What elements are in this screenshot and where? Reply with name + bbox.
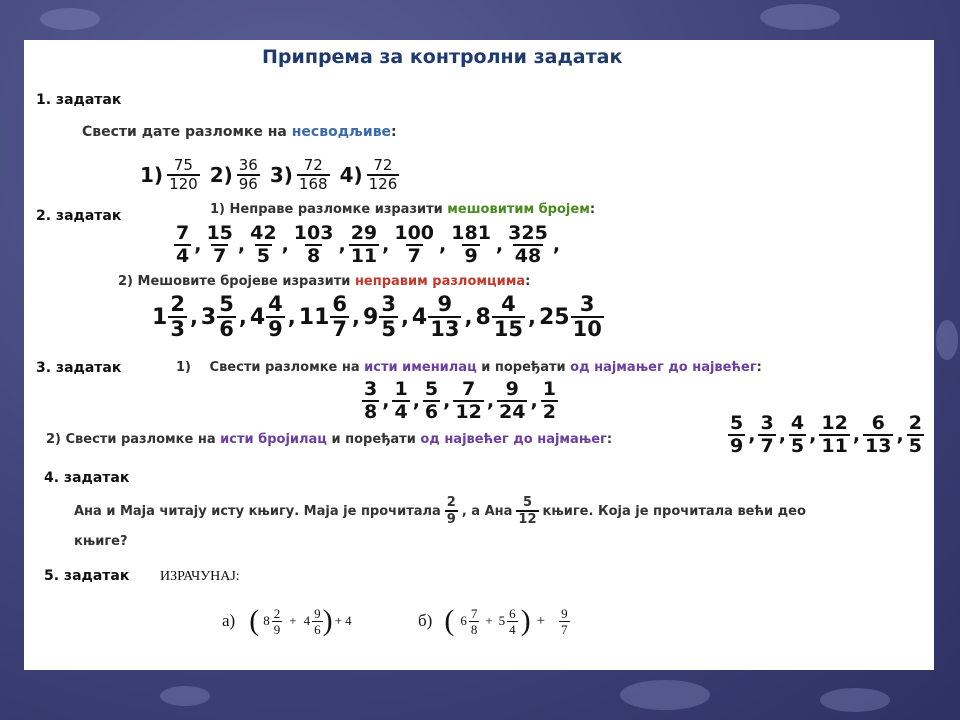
comma-separator: , (443, 390, 451, 412)
denominator: 13 (865, 435, 892, 457)
task1-instruction-highlight: несводљиве (291, 124, 392, 140)
numerator: 7 (470, 605, 478, 621)
task4-text-line2: књиге? (74, 534, 128, 549)
fraction (789, 414, 806, 456)
left-parenthesis: ( (444, 604, 455, 637)
task5-a-label: а) (222, 611, 236, 630)
fraction (367, 158, 400, 192)
whole-part: 8 (263, 613, 270, 628)
denominator: 9 (273, 621, 281, 637)
denominator: 7 (213, 245, 227, 267)
fraction (237, 158, 260, 192)
fraction (168, 294, 187, 340)
numerator: 2 (446, 495, 456, 510)
task5-expression-b (418, 606, 570, 636)
numerator: 2 (908, 412, 922, 434)
fraction (506, 224, 550, 266)
denominator: 6 (219, 317, 234, 341)
task4-fraction-maja (445, 496, 458, 526)
denominator: 11 (350, 245, 378, 267)
fraction (312, 607, 323, 636)
task2-part2-instruction (118, 274, 530, 289)
task3-part2-instruction (46, 432, 612, 447)
task3-part2-highlight-a: исти бројилац (220, 432, 327, 447)
fraction (392, 380, 409, 422)
fraction (204, 224, 234, 266)
whole-part: 6 (460, 613, 467, 628)
denominator: 7 (332, 317, 348, 341)
numerator: 12 (821, 412, 848, 434)
denominator: 2 (542, 401, 556, 423)
fraction (497, 380, 527, 422)
numerator: 7 (176, 222, 190, 244)
numerator: 5 (424, 378, 439, 400)
fraction (248, 224, 278, 266)
fraction (292, 224, 336, 266)
denominator: 9 (446, 512, 456, 527)
numerator: 5 (730, 412, 744, 434)
denominator: 9 (464, 245, 478, 267)
comma-separator: , (748, 424, 756, 446)
fraction (362, 380, 379, 422)
comma-separator: , (528, 305, 536, 329)
denominator: 7 (760, 435, 774, 457)
fraction (492, 294, 525, 340)
task3-part2-text-a: 2) Свести разломке на (46, 432, 221, 447)
task2-part1-colon: : (589, 202, 596, 217)
fraction (449, 224, 493, 266)
comma-separator: , (352, 305, 360, 329)
task3-part2-highlight-b: од највећег до најмањег (420, 432, 607, 447)
mixed-number (539, 294, 604, 340)
task4-text-a: Ана и Маја читају исту књигу. Маја је прочитала (74, 503, 441, 519)
denominator: 8 (307, 245, 321, 267)
task1-instruction (82, 124, 397, 140)
task2-part2-mixed-numbers (152, 294, 604, 340)
item-label: 4) (339, 163, 363, 187)
denominator: 5 (908, 435, 922, 457)
mixed-number (250, 294, 285, 340)
background-bubble (620, 680, 710, 710)
task3-part1-number: 1) (176, 360, 191, 375)
task3-part1-colon: : (756, 360, 762, 375)
item-label: 1) (140, 163, 164, 187)
fraction (453, 380, 483, 422)
task3-part1-text-a: Свести разломке на (209, 360, 365, 375)
numerator: 325 (508, 222, 548, 244)
numerator: 2 (273, 605, 281, 621)
background-bubble (936, 320, 958, 360)
task3-heading: 3. задатак (36, 360, 122, 376)
fraction (217, 294, 236, 340)
task2-part2-colon: : (525, 274, 531, 289)
task2-part1-highlight: мешовитим бројем (447, 202, 590, 217)
numerator: 4 (790, 412, 805, 434)
whole-part: 9 (363, 304, 379, 330)
denominator: 24 (499, 401, 526, 423)
fraction (167, 158, 200, 192)
worksheet (24, 40, 934, 670)
comma-separator: , (382, 234, 390, 256)
mixed-number (152, 294, 187, 340)
numerator: 42 (250, 222, 277, 244)
fraction (297, 158, 330, 192)
task2-part1-fractions (174, 224, 563, 266)
comma-separator: , (237, 234, 246, 256)
numerator: 4 (268, 292, 283, 316)
comma-separator: , (530, 390, 538, 412)
task3-part1-instruction (176, 360, 762, 375)
whole-part: 1 (152, 304, 168, 330)
numerator: 9 (561, 605, 568, 621)
operator: + (485, 613, 493, 628)
denominator: 48 (514, 245, 542, 267)
denominator: 3 (170, 317, 185, 341)
task2-part2-text: 2) Мешовите бројеве изразити (118, 274, 355, 289)
background-bubble (760, 4, 840, 30)
denominator: 10 (572, 317, 602, 341)
mixed-number (299, 294, 349, 340)
background-bubble (40, 8, 100, 30)
denominator: 120 (169, 175, 198, 193)
numerator: 6 (509, 605, 516, 621)
denominator: 9 (730, 435, 744, 457)
comma-separator: , (400, 305, 409, 329)
numerator: 5 (522, 495, 532, 510)
denominator: 15 (493, 317, 523, 341)
fraction (379, 294, 398, 340)
comma-separator: , (189, 305, 198, 329)
fraction (507, 607, 518, 636)
item-label: 3) (269, 163, 293, 187)
fraction (559, 607, 570, 636)
comma-separator: , (495, 234, 504, 256)
task3-part1-text-b: и поређати (476, 360, 571, 375)
numerator: 29 (350, 222, 378, 244)
task1-item (260, 158, 330, 192)
item-label: 2) (209, 163, 233, 187)
task4-text-c: књиге. Која је прочитала већи део (542, 503, 806, 519)
mixed-number (201, 294, 236, 340)
whole-part: 4 (303, 613, 311, 628)
fraction (428, 294, 461, 340)
fraction (541, 380, 558, 422)
operator: + (536, 612, 546, 629)
numerator: 100 (394, 222, 435, 244)
numerator: 3 (364, 378, 378, 400)
denominator: 168 (298, 175, 328, 193)
task1-item (200, 158, 260, 192)
whole-part: 3 (200, 304, 217, 330)
numerator: 6 (332, 292, 348, 316)
numerator: 1 (542, 378, 556, 400)
fraction (469, 607, 480, 636)
task4-text-b: , а Ана (461, 503, 513, 519)
numerator: 15 (206, 222, 233, 244)
fraction (863, 414, 893, 456)
operator: + (289, 613, 297, 628)
mixed-number (475, 294, 525, 340)
task3-part1-highlight-b: од најмањег до највећег (570, 360, 757, 375)
fraction (728, 414, 745, 456)
denominator: 12 (518, 512, 537, 527)
whole-part: 11 (298, 304, 330, 330)
numerator: 7 (461, 378, 476, 400)
task2-part2-highlight: неправим разломцима (354, 274, 526, 289)
comma-separator: , (464, 305, 473, 329)
fraction (266, 294, 285, 340)
comma-separator: , (852, 424, 861, 446)
task1-instruction-colon: : (391, 124, 397, 140)
task1-instruction-text: Свести дате разломке на (82, 124, 292, 140)
numerator: 3 (760, 412, 774, 434)
fraction (758, 414, 775, 456)
task1-heading: 1. задатак (36, 92, 122, 108)
whole-part: 25 (538, 304, 570, 330)
numerator: 103 (293, 222, 334, 244)
mixed-number (363, 294, 398, 340)
fraction (174, 224, 191, 266)
numerator: 5 (219, 292, 234, 316)
task4-text-line1 (74, 496, 806, 526)
comma-separator: , (896, 424, 904, 446)
right-parenthesis: ) (322, 604, 333, 637)
denominator: 5 (790, 435, 805, 457)
task3-part2-colon: : (606, 432, 613, 447)
denominator: 11 (821, 435, 848, 457)
comma-separator: , (439, 234, 447, 256)
numerator: 4 (501, 292, 516, 316)
right-parenthesis: ) (520, 604, 531, 637)
denominator: 9 (268, 317, 283, 341)
denominator: 96 (238, 175, 258, 193)
denominator: 8 (364, 401, 378, 423)
fraction (571, 294, 604, 340)
task3-part1-fractions (362, 380, 558, 422)
task2-part1-text: 1) Неправе разломке изразити (210, 202, 448, 217)
comma-separator: , (412, 390, 420, 412)
numerator: 72 (373, 156, 393, 174)
task3-part2-text-b: и поређати (326, 432, 421, 447)
fraction (423, 380, 440, 422)
task5-label: ИЗРАЧУНАЈ: (160, 569, 240, 584)
comma-separator: , (194, 234, 202, 256)
task4-heading: 4. задатак (44, 470, 130, 486)
task1-item (130, 158, 200, 192)
numerator: 1 (394, 378, 408, 400)
task1-fractions (130, 158, 399, 192)
task2-part1-instruction (210, 202, 595, 217)
comma-separator: , (287, 305, 296, 329)
numerator: 75 (173, 156, 193, 174)
background-bubble (820, 688, 890, 712)
denominator: 7 (407, 245, 421, 267)
whole-part: 5 (498, 613, 506, 628)
numerator: 3 (381, 292, 396, 316)
mixed-number (412, 294, 462, 340)
task1-item (330, 158, 400, 192)
comma-separator: , (486, 390, 495, 412)
whole-part: 4 (249, 304, 266, 330)
numerator: 181 (451, 222, 491, 244)
comma-separator: , (281, 234, 289, 256)
comma-separator: , (552, 234, 561, 256)
denominator: 6 (424, 401, 439, 423)
left-parenthesis: ( (249, 604, 260, 637)
denominator: 5 (256, 245, 270, 267)
background-bubble (160, 686, 210, 706)
task5-expression-a (222, 606, 352, 636)
fraction (819, 414, 849, 456)
numerator: 72 (303, 156, 323, 174)
denominator: 6 (314, 621, 321, 637)
task3-part2-fractions (728, 414, 924, 456)
page-title: Припрема за контролни задатак (262, 46, 623, 68)
fraction (907, 414, 924, 456)
tail-term: + 4 (334, 613, 352, 628)
whole-part: 8 (475, 304, 491, 330)
fraction (349, 224, 379, 266)
comma-separator: , (338, 234, 346, 256)
denominator: 4 (176, 245, 190, 267)
numerator: 6 (871, 412, 885, 434)
denominator: 4 (509, 621, 516, 637)
fraction (392, 224, 436, 266)
task4-fraction-ana (516, 496, 538, 526)
task5-b-label: б) (418, 611, 433, 630)
numerator: 9 (505, 378, 519, 400)
comma-separator: , (809, 424, 817, 446)
comma-separator: , (238, 305, 247, 329)
numerator: 9 (437, 292, 453, 316)
numerator: 9 (314, 605, 321, 621)
numerator: 3 (579, 292, 595, 316)
denominator: 8 (470, 621, 478, 637)
denominator: 12 (455, 401, 482, 423)
denominator: 13 (430, 317, 460, 341)
task2-heading: 2. задатак (36, 208, 122, 224)
denominator: 5 (381, 317, 396, 341)
denominator: 7 (561, 621, 568, 637)
numerator: 36 (238, 156, 258, 174)
fraction (330, 294, 349, 340)
denominator: 4 (394, 401, 408, 423)
comma-separator: , (382, 390, 390, 412)
denominator: 126 (368, 175, 398, 193)
numerator: 2 (170, 292, 185, 316)
task5-heading: 5. задатак (44, 568, 130, 584)
task3-part1-highlight-a: исти именилац (364, 360, 477, 375)
comma-separator: , (778, 424, 786, 446)
fraction (272, 607, 283, 636)
whole-part: 4 (411, 304, 428, 330)
